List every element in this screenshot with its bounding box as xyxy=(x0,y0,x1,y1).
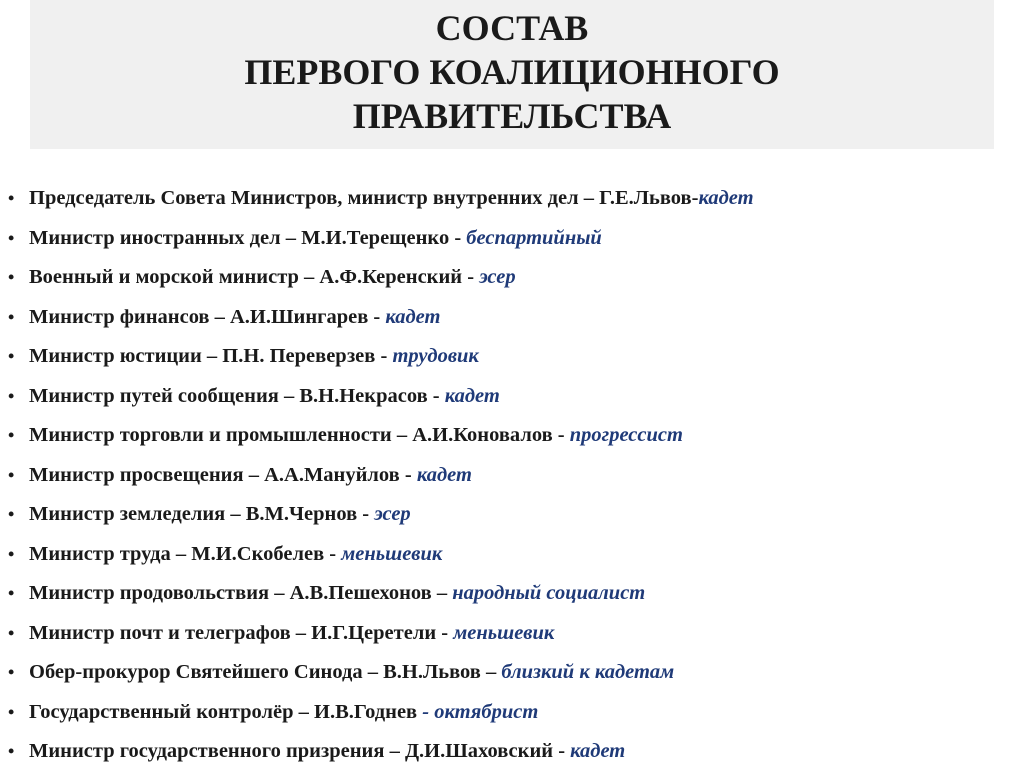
bullet-icon: • xyxy=(8,188,15,208)
bullet-icon: • xyxy=(8,504,15,524)
member-entry xyxy=(29,693,538,733)
member-position-name: Председатель Совета Министров, министр внутренних дел – Г.Е.Львов- xyxy=(29,187,699,209)
member-entry xyxy=(29,535,442,575)
member-party: кадет xyxy=(444,384,500,407)
list-item xyxy=(0,574,1024,614)
member-party: беспартийный xyxy=(466,226,602,249)
bullet-icon: • xyxy=(8,346,15,366)
list-item xyxy=(0,219,1024,259)
member-entry xyxy=(29,495,411,535)
member-party: кадет xyxy=(416,463,472,486)
bullet-icon: • xyxy=(8,583,15,603)
member-position-name: Министр иностранных дел – М.И.Терещенко - xyxy=(29,226,467,249)
member-entry xyxy=(29,337,479,377)
member-position-name: Министр путей сообщения – В.Н.Некрасов - xyxy=(29,384,445,407)
list-item xyxy=(0,377,1024,417)
member-position-name: Государственный контролёр – И.В.Годнев xyxy=(29,700,423,723)
member-entry xyxy=(29,456,472,496)
member-party: кадет xyxy=(385,305,441,328)
member-party: близкий к кадетам xyxy=(501,661,675,683)
list-item xyxy=(0,732,1024,772)
list-item xyxy=(0,535,1024,575)
member-entry xyxy=(29,574,645,614)
title-banner xyxy=(30,0,994,149)
list-item xyxy=(0,456,1024,496)
member-party: кадет xyxy=(570,740,626,762)
list-item xyxy=(0,179,1024,219)
list-item xyxy=(0,258,1024,298)
bullet-icon: • xyxy=(8,741,15,761)
member-position-name: Военный и морской министр – А.Ф.Керенский - xyxy=(29,266,480,288)
member-entry xyxy=(29,416,683,456)
title-line-2: ПЕРВОГО КОАЛИЦИОННОГО xyxy=(244,52,780,92)
member-position-name: Министр финансов – А.И.Шингарев - xyxy=(29,305,386,328)
member-entry xyxy=(29,179,754,219)
member-party: эсер xyxy=(479,266,516,288)
bullet-icon: • xyxy=(8,662,15,682)
list-item xyxy=(0,337,1024,377)
member-position-name: Обер-прокурор Святейшего Синода – В.Н.Львов – xyxy=(29,661,502,683)
member-position-name: Министр продовольствия – А.В.Пешехонов – xyxy=(29,582,453,604)
member-entry xyxy=(29,219,602,259)
bullet-icon: • xyxy=(8,385,15,406)
member-party: трудовик xyxy=(392,345,479,367)
member-position-name: Министр торговли и промышленности – А.И.Коновалов - xyxy=(29,424,570,446)
member-party: народный социалист xyxy=(452,582,646,604)
title-line-3: ПРАВИТЕЛЬСТВА xyxy=(352,96,672,136)
bullet-icon: • xyxy=(8,425,15,445)
member-entry xyxy=(29,377,500,417)
member-party: - октябрист xyxy=(422,700,539,723)
member-entry xyxy=(29,298,440,338)
member-position-name: Министр труда – М.И.Скобелев - xyxy=(29,542,342,565)
member-entry xyxy=(29,653,674,693)
member-entry xyxy=(29,258,516,298)
member-party: меньшевик xyxy=(341,542,443,565)
bullet-icon: • xyxy=(8,267,15,287)
bullet-icon: • xyxy=(8,622,15,643)
list-item xyxy=(0,614,1024,654)
member-party: прогрессист xyxy=(569,424,683,446)
list-item xyxy=(0,693,1024,733)
list-item xyxy=(0,653,1024,693)
member-entry xyxy=(29,614,554,654)
member-position-name: Министр юстиции – П.Н. Переверзев - xyxy=(29,345,393,367)
bullet-icon: • xyxy=(8,464,15,485)
bullet-icon: • xyxy=(8,701,15,722)
member-position-name: Министр государственного призрения – Д.И.Шаховский - xyxy=(29,740,571,762)
member-party: меньшевик xyxy=(453,621,555,644)
title-line-1: СОСТАВ xyxy=(435,8,589,48)
member-position-name: Министр почт и телеграфов – И.Г.Церетели - xyxy=(29,621,454,644)
government-members-list xyxy=(0,179,1024,772)
list-item xyxy=(0,298,1024,338)
bullet-icon: • xyxy=(8,227,15,248)
bullet-icon: • xyxy=(8,543,15,564)
member-position-name: Министр земледелия – В.М.Чернов - xyxy=(29,503,375,525)
member-party: кадет xyxy=(698,187,754,209)
bullet-icon: • xyxy=(8,306,15,327)
list-item xyxy=(0,495,1024,535)
member-position-name: Министр просвещения – А.А.Мануйлов - xyxy=(29,463,417,486)
member-party: эсер xyxy=(374,503,411,525)
member-entry xyxy=(29,732,625,772)
list-item xyxy=(0,416,1024,456)
